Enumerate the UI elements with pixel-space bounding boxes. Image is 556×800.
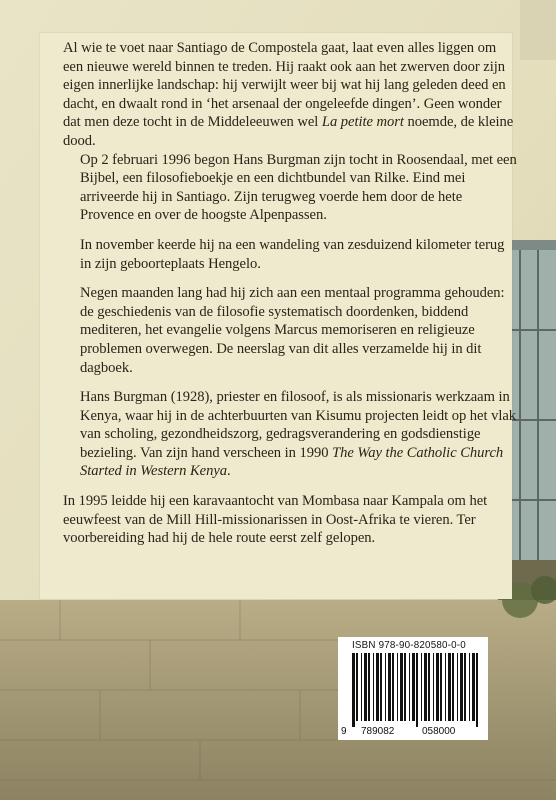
barcode-bar (464, 653, 466, 721)
barcode (338, 637, 488, 740)
intro-tail: noemde, de kleine dood. (63, 114, 514, 149)
barcode-bar (385, 653, 386, 721)
paragraph-program: Negen maanden lang had hij zich aan een mentaal programma gehouden: de geschiedenis van de filosofie systematisch doordenken, biddend mediteren, het evangelie volgens Marcus memoriseren en religieuze problemen overwegen. De neerslag van dit alles verzamelde hij in dit dagboek. (80, 285, 505, 376)
barcode-bar (433, 653, 434, 721)
barcode-bar (469, 653, 470, 721)
barcode-bar (352, 653, 355, 727)
back-cover-text (63, 39, 518, 559)
paragraph-intro (63, 39, 518, 151)
barcode-bar (428, 653, 430, 721)
barcode-bar (440, 653, 442, 721)
barcode-bar (356, 653, 358, 721)
isbn-label: ISBN 978-90-820580-0-0 (352, 640, 466, 651)
barcode-bar (373, 653, 374, 721)
barcode-bar (436, 653, 439, 721)
barcode-bar (397, 653, 398, 721)
barcode-bar (452, 653, 454, 721)
barcode-bar (476, 653, 478, 727)
barcode-bar (361, 653, 362, 721)
barcode-bar (404, 653, 406, 721)
barcode-bar (380, 653, 382, 721)
barcode-bar (409, 653, 410, 721)
intro-text: Al wie te voet naar Santiago de Compostela gaat, laat even alles liggen om een nieuwe wereld binnen te treden. Hij raakt ook aan het zwerven door zijn eigen innerlijke landschap: hij verwijlt weer bij wat hij lang geleden deed en dacht, en dwaalt rond in ‘het arsenaal der ongeleefde dingen’. Geen wonder dat men deze tocht in de Middeleeuwen wel (63, 40, 506, 131)
barcode-bar (448, 653, 451, 721)
barcode-bar (472, 653, 475, 721)
barcode-bar (376, 653, 379, 721)
barcode-bar (364, 653, 367, 721)
paragraph-caravan: In 1995 leidde hij een karavaantocht van Mombasa naar Kampala om het eeuwfeest van de Mill Hill-missionarissen in Oost-Afrika te vieren. Ter voorbereiding had hij de hele route eerst zelf gelopen. (63, 493, 488, 547)
intro-italic: La petite mort (321, 114, 404, 131)
barcode-digits-left: 789082 (361, 726, 395, 737)
author-text: Hans Burgman (1928), priester en filosoof, is als missionaris werkzaam in Kenya, waar hij in de achterbuurten van Kisumu projecten leidt op het vlak van scholing, gezondheidszorg, gedragsverandering en godsdienstige bezieling. Van zijn hand verscheen in 1990 (80, 389, 516, 461)
barcode-digits-right: 058000 (422, 726, 456, 737)
barcode-bar (424, 653, 427, 721)
barcode-bar (457, 653, 458, 721)
barcode-bar (445, 653, 446, 721)
author-tail: . (227, 463, 231, 480)
barcode-bar (421, 653, 422, 721)
barcode-bar (460, 653, 463, 721)
barcode-bar (392, 653, 394, 721)
barcode-digit-first: 9 (341, 726, 347, 737)
author-italic: The Way the Catholic Church Started in Western Kenya (80, 444, 504, 480)
paragraph-journey: Op 2 februari 1996 begon Hans Burgman zijn tocht in Roosendaal, met een Bijbel, een filosofieboekje en een dichtbundel van Rilke. Eind mei arriveerde hij in Santiago. Zijn terugweg voerde hem door de hete Provence en over de hoogste Alpenpassen. (80, 151, 517, 224)
barcode-bar (412, 653, 415, 721)
paragraph-author (80, 388, 518, 481)
barcode-bar (416, 653, 418, 727)
paragraph-return: In november keerde hij na een wandeling van zesduizend kilometer terug in zijn geboorteplaats Hengelo. (80, 236, 505, 272)
barcode-bar (400, 653, 403, 721)
barcode-bar (388, 653, 391, 721)
barcode-bar (368, 653, 370, 721)
barcode-bars (344, 653, 482, 727)
